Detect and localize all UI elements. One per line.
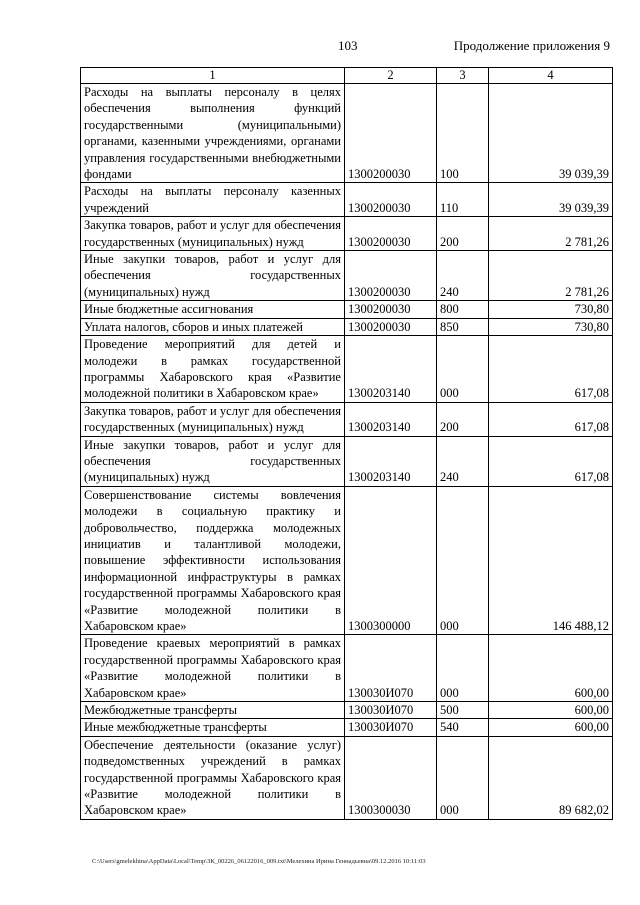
row-code: 130030И070: [345, 635, 437, 702]
table-row: [81, 84, 613, 183]
table-header-row: [81, 68, 613, 84]
row-expense-type: 800: [437, 301, 489, 318]
row-amount: 89 682,02: [489, 736, 613, 819]
row-amount: 617,08: [489, 436, 613, 486]
row-amount: 39 039,39: [489, 84, 613, 183]
row-description: Закупка товаров, работ и услуг для обеспечения государственных (муниципальных) нужд: [81, 217, 345, 251]
row-description: Межбюджетные трансферты: [81, 702, 345, 719]
row-code: 1300300000: [345, 486, 437, 635]
table-row: [81, 402, 613, 436]
row-code: 1300200030: [345, 183, 437, 217]
row-description: Проведение мероприятий для детей и молодежи в рамках государственной программы Хабаровского края «Развитие молодежной политики в Хабаровском крае»: [81, 336, 345, 403]
row-expense-type: 240: [437, 436, 489, 486]
table-row: [81, 719, 613, 736]
row-code: 1300200030: [345, 301, 437, 318]
row-amount: 730,80: [489, 301, 613, 318]
table-row: [81, 336, 613, 403]
row-expense-type: 000: [437, 736, 489, 819]
row-code: 130030И070: [345, 702, 437, 719]
row-expense-type: 240: [437, 251, 489, 301]
row-amount: 600,00: [489, 635, 613, 702]
row-expense-type: 850: [437, 318, 489, 335]
row-amount: 600,00: [489, 719, 613, 736]
row-expense-type: 540: [437, 719, 489, 736]
row-expense-type: 000: [437, 336, 489, 403]
row-amount: 2 781,26: [489, 217, 613, 251]
row-description: Проведение краевых мероприятий в рамках государственной программы Хабаровского края «Развитие молодежной политики в Хабаровском крае»: [81, 635, 345, 702]
row-amount: 146 488,12: [489, 486, 613, 635]
table-row: [81, 251, 613, 301]
row-expense-type: 200: [437, 217, 489, 251]
row-code: 1300200030: [345, 217, 437, 251]
row-amount: 617,08: [489, 336, 613, 403]
column-header-code: 2: [345, 68, 437, 84]
row-description: Иные закупки товаров, работ и услуг для обеспечения государственных (муниципальных) нужд: [81, 251, 345, 301]
row-expense-type: 500: [437, 702, 489, 719]
row-code: 1300203140: [345, 436, 437, 486]
row-expense-type: 200: [437, 402, 489, 436]
table-row: [81, 486, 613, 635]
page-number: 103: [338, 38, 358, 53]
row-amount: 600,00: [489, 702, 613, 719]
column-header-type: 3: [437, 68, 489, 84]
file-path-footer: C:\Users\gmelekhina\AppData\Local\Temp\ЗК_00226_06122016_009.txt\Мелехина Ирина Геннадьевна\09.12.2016 10:11:03: [92, 858, 426, 865]
table-row: [81, 301, 613, 318]
row-description: Иные межбюджетные трансферты: [81, 719, 345, 736]
row-code: 1300200030: [345, 251, 437, 301]
row-code: 1300203140: [345, 336, 437, 403]
row-amount: 617,08: [489, 402, 613, 436]
row-description: Расходы на выплаты персоналу казенных учреждений: [81, 183, 345, 217]
appendix-continuation-label: Продолжение приложения 9: [453, 38, 610, 53]
row-code: 1300200030: [345, 84, 437, 183]
row-description: Закупка товаров, работ и услуг для обеспечения государственных (муниципальных) нужд: [81, 402, 345, 436]
row-expense-type: 000: [437, 486, 489, 635]
table-row: [81, 635, 613, 702]
table-row: [81, 436, 613, 486]
row-code: 1300300030: [345, 736, 437, 819]
row-description: Расходы на выплаты персоналу в целях обеспечения выполнения функций государственными (муниципальными) органами, казенными учреждениями, органами управления государственными внебюджетными фондами: [81, 84, 345, 183]
budget-table: [80, 67, 613, 820]
row-description: Иные закупки товаров, работ и услуг для обеспечения государственных (муниципальных) нужд: [81, 436, 345, 486]
row-amount: 39 039,39: [489, 183, 613, 217]
row-amount: 2 781,26: [489, 251, 613, 301]
column-header-description: 1: [81, 68, 345, 84]
row-amount: 730,80: [489, 318, 613, 335]
row-code: 1300200030: [345, 318, 437, 335]
table-row: [81, 702, 613, 719]
row-description: Иные бюджетные ассигнования: [81, 301, 345, 318]
column-header-amount: 4: [489, 68, 613, 84]
row-expense-type: 110: [437, 183, 489, 217]
table-row: [81, 217, 613, 251]
table-row: [81, 183, 613, 217]
row-description: Обеспечение деятельности (оказание услуг) подведомственных учреждений в рамках государственной программы Хабаровского края «Развитие молодежной политики в Хабаровском крае»: [81, 736, 345, 819]
row-expense-type: 100: [437, 84, 489, 183]
row-expense-type: 000: [437, 635, 489, 702]
row-description: Уплата налогов, сборов и иных платежей: [81, 318, 345, 335]
table-row: [81, 736, 613, 819]
table-row: [81, 318, 613, 335]
row-code: 1300203140: [345, 402, 437, 436]
row-description: Совершенствование системы вовлечения молодежи в социальную практику и добровольчество, поддержка молодежных инициатив и талантливой молодежи, повышение эффективности использования информационной инфраструктуры в рамках государственной программы Хабаровского края «Развитие молодежной политики в Хабаровском крае»: [81, 486, 345, 635]
row-code: 130030И070: [345, 719, 437, 736]
